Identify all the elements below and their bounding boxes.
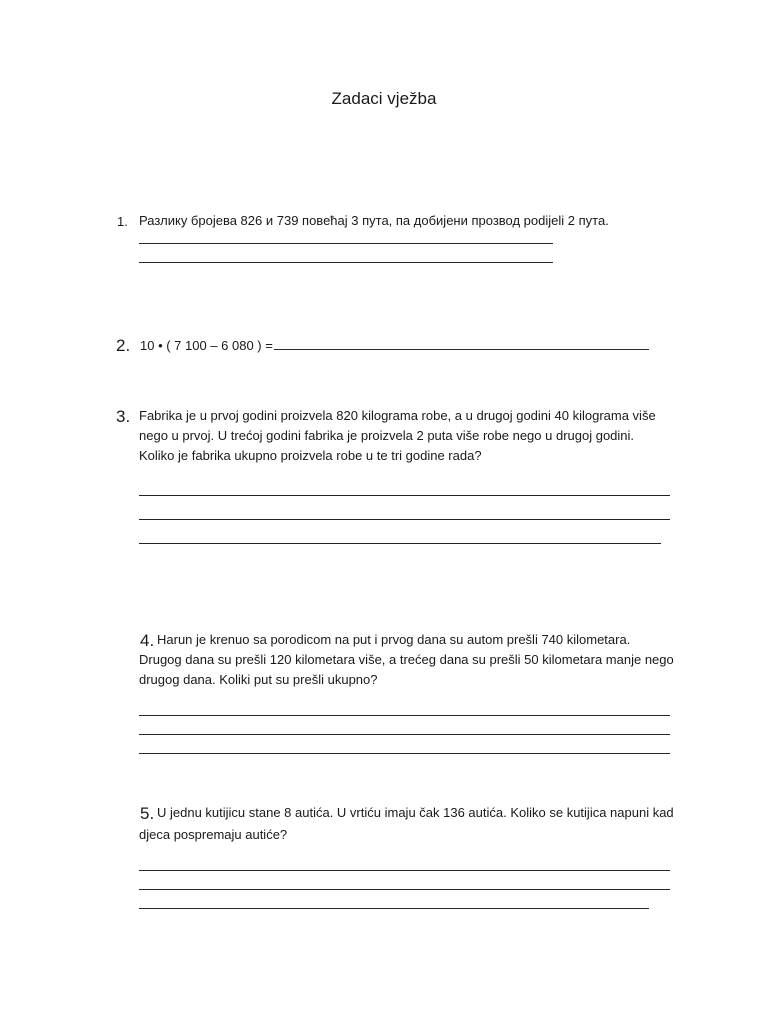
task-4-answer-line-3 (139, 753, 670, 754)
task-1-number: 1. (117, 214, 128, 229)
task-4-line-1: Harun je krenuo sa porodicom na put i prvog dana su autom prešli 740 kilometara. (157, 632, 631, 647)
task-5-answer-line-3 (139, 908, 649, 909)
task-5-line-1: U jednu kutijicu stane 8 autića. U vrtiću imaju čak 136 autića. Koliko se kutijica napuni kad (157, 805, 674, 820)
task-2-number: 2. (116, 336, 131, 355)
task-5-answer-line-2 (139, 889, 670, 890)
task-4-answer-line-1 (139, 715, 670, 716)
task-1-text: Разлику бројева 826 и 739 повећај 3 пута, па добијени прозвод podijeli 2 пута. (139, 213, 609, 228)
task-4-line-3: drugog dana. Koliki put su prešli ukupno? (139, 672, 378, 687)
task-3-line-2: nego u prvoj. U trećoj godini fabrika je proizvela 2 puta više robe nego u drugoj godini. (139, 428, 635, 443)
task-4-answer-line-2 (139, 734, 670, 735)
task-3-answer-line-3 (139, 543, 661, 544)
document-title: Zadaci vježba (331, 89, 437, 108)
task-2-expression: 10 • ( 7 100 – 6 080 ) = (140, 338, 273, 353)
task-1-answer-line-1 (139, 243, 553, 244)
task-3-number: 3. (116, 407, 131, 426)
task-5-number: 5. (140, 804, 155, 823)
task-4-number: 4. (140, 631, 155, 650)
task-3-answer-line-1 (139, 495, 670, 496)
task-1-answer-line-2 (139, 262, 553, 263)
task-4-line-2: Drugog dana su prešli 120 kilometara više, a trećeg dana su prešli 50 kilometara manje nego (139, 652, 674, 667)
task-3-line-1: Fabrika je u prvoj godini proizvela 820 kilograma robe, a u drugoj godini 40 kilograma više (139, 408, 656, 423)
task-3-answer-line-2 (139, 519, 670, 520)
task-2-row (140, 336, 649, 356)
task-2-answer-line (274, 337, 649, 350)
task-5-line-2: djeca pospremaju autiće? (139, 827, 288, 842)
task-5-answer-line-1 (139, 870, 670, 871)
task-3-line-3: Koliko je fabrika ukupno proizvela robe u te tri godine rada? (139, 448, 482, 463)
